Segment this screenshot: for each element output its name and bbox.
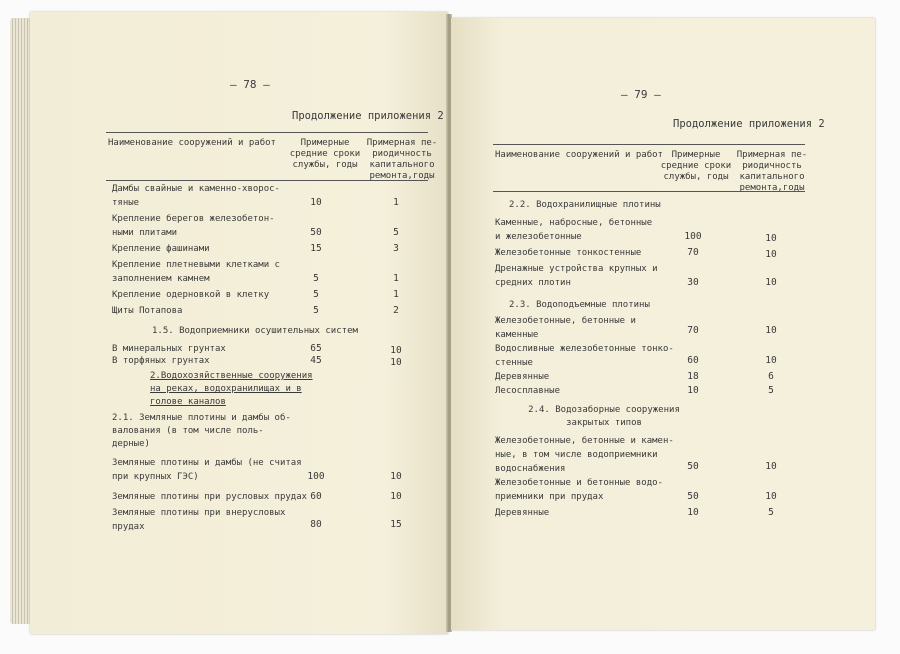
- table-row-repair: 10: [765, 277, 777, 288]
- table-row-life: 45: [310, 355, 322, 366]
- table-row-name: Водосливные железобетонные тонко- стенные: [495, 344, 674, 368]
- table-row-life: 60: [310, 491, 322, 502]
- table-row-repair: 10: [765, 249, 777, 260]
- table-row-repair: 2: [393, 305, 399, 316]
- table-row-life: 100: [307, 471, 325, 482]
- column-header-life: Примерные средние сроки службы, годы: [660, 150, 732, 182]
- table-row-name: Лесосплавные: [495, 386, 561, 396]
- table-row-name: Железобетонные, бетонные и каменные: [495, 316, 636, 340]
- column-header-name: Наименование сооружений и работ: [108, 138, 276, 148]
- subsection-heading: 2.2. Водохранилищные плотины: [509, 200, 661, 210]
- table-row-name: Земляные плотины и дамбы (не считая при крупных ГЭС): [112, 458, 302, 482]
- column-header-repair: Примерная пе- риодичность капитального ремонта,годы: [366, 138, 438, 181]
- table-row-name: Крепление одерновкой в клетку: [112, 290, 270, 300]
- table-row-name: Каменные, набросные, бетонные и железобетонные: [495, 218, 653, 242]
- subsection-heading: 2.1. Земляные плотины и дамбы об- валования (в том числе поль- дерные): [112, 413, 291, 449]
- table-row-name: Крепление фашинами: [112, 244, 210, 254]
- table-row-repair: 5: [768, 507, 774, 518]
- column-header-repair: Примерная пе- риодичность капитального ремонта,годы: [736, 150, 808, 193]
- table-row-repair: 10: [765, 491, 777, 502]
- table-row-name: Земляные плотины при русловых прудах: [112, 492, 308, 502]
- table-row-life: 70: [687, 247, 699, 258]
- open-book: [10, 12, 882, 634]
- table-row-name: Железобетонные, бетонные и камен- ные, в том числе водоприемники водоснабжения: [495, 436, 674, 474]
- table-row-repair: 1: [393, 197, 399, 208]
- table-row-life: 70: [687, 325, 699, 336]
- continuation-header: Продолжение приложения 2: [673, 118, 825, 130]
- column-header-life: Примерные средние сроки службы, годы: [289, 138, 361, 170]
- table-row-life: 50: [687, 461, 699, 472]
- table-row-repair: 10: [390, 345, 402, 356]
- table-row-repair: 10: [390, 491, 402, 502]
- subsection-heading: 2.3. Водоподъемные плотины: [509, 300, 650, 310]
- table-row-life: 100: [684, 231, 702, 242]
- table-row-name: Деревянные: [495, 508, 550, 518]
- table-row-repair: 1: [393, 273, 399, 284]
- section-heading: 1.5. Водоприемники осушительных систем: [152, 326, 358, 336]
- table-row-life: 5: [313, 305, 319, 316]
- left-page: [30, 12, 448, 634]
- table-row-life: 65: [310, 343, 322, 354]
- table-row-name: Деревянные: [495, 372, 550, 382]
- table-row-repair: 10: [765, 325, 777, 336]
- table-row-life: 50: [687, 491, 699, 502]
- subsection-heading: 2.4. Водозаборные сооружения закрытых типов: [528, 405, 680, 428]
- right-page: [451, 18, 875, 630]
- table-row-repair: 3: [393, 243, 399, 254]
- table-row-life: 10: [687, 507, 699, 518]
- table-row-name: Дренажные устройства крупных и средних плотин: [495, 264, 658, 288]
- continuation-header: Продолжение приложения 2: [292, 110, 444, 122]
- table-row-name: Щиты Потапова: [112, 306, 183, 316]
- table-row-life: 60: [687, 355, 699, 366]
- page-stack-edge: [10, 18, 32, 624]
- table-row-name: Железобетонные и бетонные водо- приемники при прудах: [495, 478, 663, 502]
- table-row-repair: 10: [765, 355, 777, 366]
- section-heading: 2.Водохозяйственные сооружения на реках, водохранилищах и в голове каналов: [150, 371, 313, 407]
- table-row-repair: 6: [768, 371, 774, 382]
- page-number: — 78 —: [230, 78, 270, 91]
- table-row-name: В минеральных грунтах: [112, 344, 226, 354]
- table-row-name: Дамбы свайные и каменно-хворос- тяные: [112, 184, 280, 208]
- table-row-life: 10: [310, 197, 322, 208]
- table-row-name: Железобетонные тонкостенные: [495, 248, 642, 258]
- column-header-name: Наименование сооружений и работ: [495, 150, 663, 160]
- table-row-life: 30: [687, 277, 699, 288]
- table-row-repair: 10: [390, 471, 402, 482]
- table-top-rule: [106, 132, 428, 133]
- table-row-repair: 10: [765, 233, 777, 244]
- table-row-repair: 10: [390, 357, 402, 368]
- table-row-life: 80: [310, 519, 322, 530]
- table-row-life: 18: [687, 371, 699, 382]
- table-row-repair: 5: [768, 385, 774, 396]
- table-row-life: 50: [310, 227, 322, 238]
- table-header-rule: [106, 180, 428, 181]
- table-row-name: Земляные плотины при внерусловых прудах: [112, 508, 286, 532]
- table-row-name: Крепление плетневыми клетками с заполнением камнем: [112, 260, 280, 284]
- table-row-life: 5: [313, 289, 319, 300]
- table-row-repair: 15: [390, 519, 402, 530]
- table-header-rule: [493, 191, 805, 192]
- table-row-life: 5: [313, 273, 319, 284]
- table-row-life: 10: [687, 385, 699, 396]
- table-row-name: В торфяных грунтах: [112, 356, 210, 366]
- table-row-name: Крепление берегов железобетон- ными плитами: [112, 214, 275, 238]
- table-row-life: 15: [310, 243, 322, 254]
- table-row-repair: 5: [393, 227, 399, 238]
- table-row-repair: 10: [765, 461, 777, 472]
- page-number: — 79 —: [621, 88, 661, 101]
- table-top-rule: [493, 144, 805, 145]
- table-row-repair: 1: [393, 289, 399, 300]
